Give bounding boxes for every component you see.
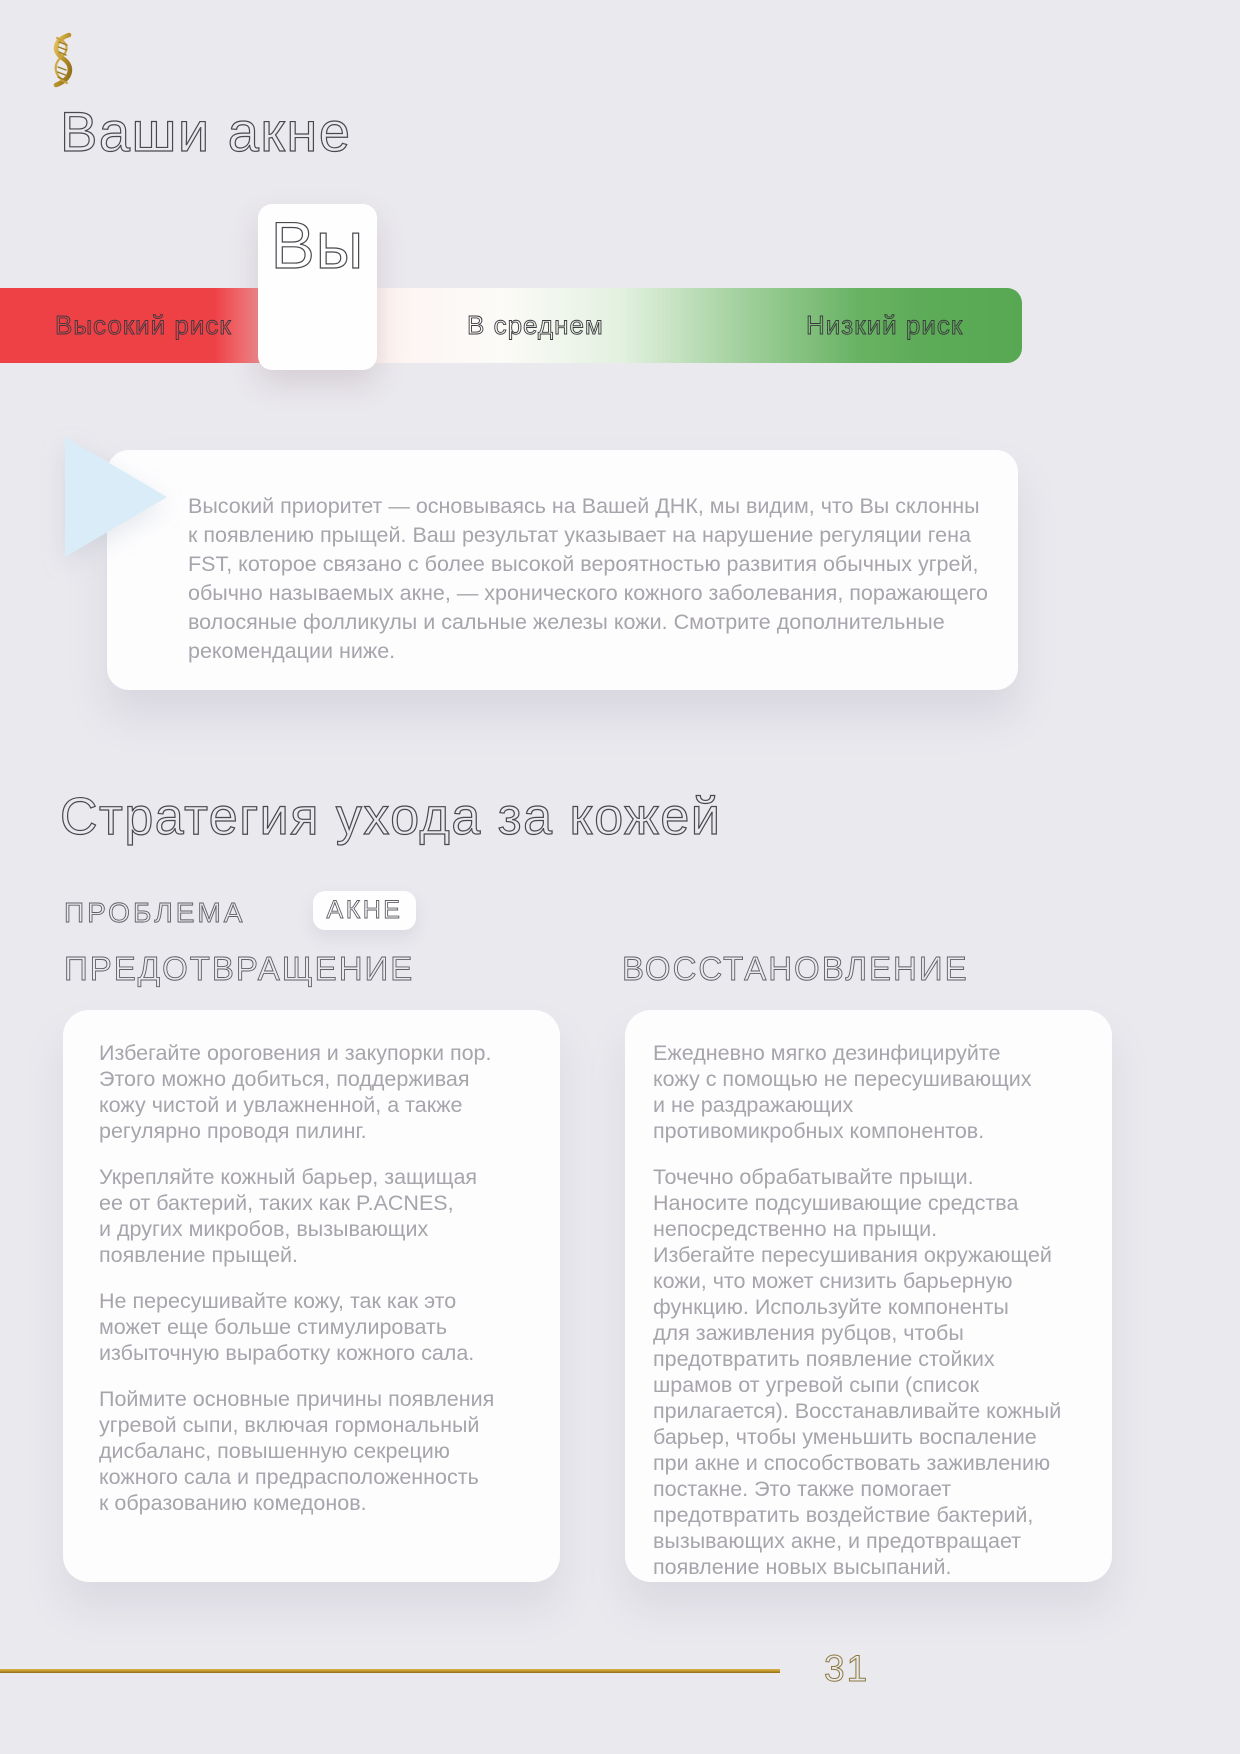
callout-text: Высокий приоритет — основываясь на Вашей ДНК, мы видим, что Вы склонны к появлению прыщей. Ваш результат указывает на нарушение регуляции гена FST, которое связано с более высокой вероятностью развития обычных угрей, обычно называемых акне, — хронического кожного заболевания, поражающего волосяные фолликулы и сальные железы кожи. Смотрите дополнительные рекомендации ниже. [188,494,988,663]
risk-label-medium: В среднем [467,309,604,340]
callout-card [107,450,1018,690]
prevention-heading: ПРЕДОТВРАЩЕНИЕ [64,950,415,987]
callout-arrow-icon [65,437,167,557]
prevention-card [63,1010,560,1582]
card-paragraph: Ежедневно мягко дезинфицируйте кожу с помощью не пересушивающих и не раздражающих противомикробных компонентов. [653,1041,1032,1143]
card-paragraph: Точечно обрабатывайте прыщи. Наносите подсушивающие средства непосредственно на прыщи. Избегайте пересушивания окружающей кожи, что может снизить барьерную функцию. Используйте компоненты для заживления рубцов, чтобы предотвратить появление стойких шрамов от угревой сыпи (список прилагается). Восстанавливайте кожный барьер, чтобы уменьшить воспаление при акне и способствовать заживлению постакне. Это также помогает предотвратить воздействие бактерий, вызывающих акне, и предотвращает появление новых высыпаний. [653,1165,1062,1579]
recovery-card [625,1010,1112,1582]
footer-rule [0,1669,780,1673]
page-title: Ваши акне [60,100,352,163]
problem-badge-label: АКНЕ [326,896,403,924]
you-marker-card [258,204,377,370]
problem-badge [313,891,416,930]
you-marker-label: Вы [270,208,365,282]
recovery-heading: ВОССТАНОВЛЕНИЕ [622,950,969,987]
risk-gradient-bar [0,288,1022,363]
risk-label-low: Низкий риск [806,309,964,340]
card-paragraph: Поймите основные причины появления угревой сыпи, включая гормональный дисбаланс, повышенную секрецию кожного сала и предрасположенность к образованию комедонов. [99,1387,495,1515]
dna-helix-logo-icon [46,32,78,89]
risk-label-high: Высокий риск [55,309,232,340]
card-paragraph: Избегайте ороговения и закупорки пор. Этого можно добиться, поддерживая кожу чистой и увлажненной, а также регулярно проводя пилинг. [99,1041,492,1143]
card-paragraph: Не пересушивайте кожу, так как это может еще больше стимулировать избыточную выработку кожного сала. [99,1289,475,1365]
page-number: 31 [824,1648,870,1689]
card-paragraph: Укрепляйте кожный барьер, защищая ее от бактерий, таких как P.ACNES, и других микробов, вызывающих появление прыщей. [99,1165,478,1267]
problem-label: ПРОБЛЕМА [64,897,246,928]
strategy-title: Стратегия ухода за кожей [60,788,722,846]
